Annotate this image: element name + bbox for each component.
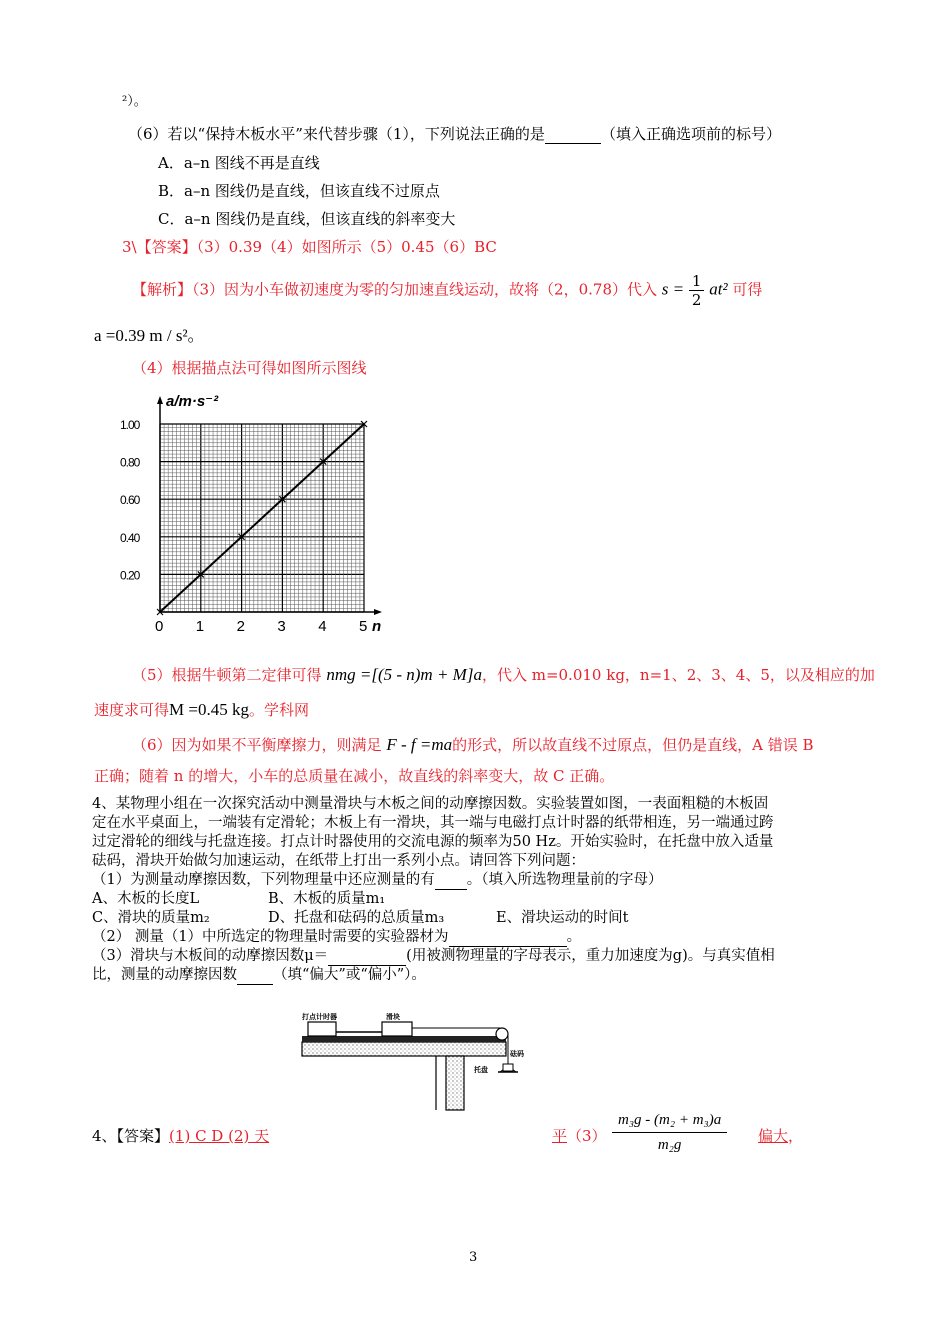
q4-part-3: （3）滑块与木板间的动摩擦因数μ＝ (用被测物理量的字母表示，重力加速度为g)。与真实值相: [92, 948, 775, 964]
fragment-text: ²）。: [122, 94, 147, 109]
option-a: A．a–n 图线不再是直线: [158, 154, 320, 172]
explanation-6: （6）因为如果不平衡摩擦力，则满足 F - f =ma的形式，所以故直线不过原点，但仍是直线，A 错误 B: [132, 735, 814, 754]
answer-4: 4、【答案】(1) C D (2) 天: [92, 1127, 270, 1145]
q4-part-1: （1）为测量动摩擦因数，下列物理量中还应测量的有 。（填入所选物理量前的字母）: [92, 872, 663, 888]
x-tick-label: 4: [318, 618, 327, 635]
explanation-4: （4）根据描点法可得如图所示图线: [132, 359, 367, 377]
x-tick-label: 2: [236, 618, 245, 635]
q4-opt-d: D、托盘和砝码的总质量m₃: [268, 910, 445, 926]
explanation-3: 【解析】（3）因为小车做初速度为零的匀加速直线运动，故将（2，0.78）代入 s = $\frac{1}{2}$ at² 可得: [132, 272, 763, 309]
answer-4-tail: 偏大，: [758, 1127, 804, 1145]
apparatus-diagram: [296, 1012, 558, 1112]
block-label: 滑块: [386, 1014, 400, 1021]
timer-label: 打点计时器: [302, 1014, 337, 1021]
answer-4-part3: 平（3）: [552, 1127, 607, 1145]
tray-label: 托盘: [474, 1067, 488, 1074]
q4-opt-c: C、滑块的质量m₂: [92, 910, 210, 926]
result-a: a =0.39 m / s²。: [94, 326, 205, 345]
y-tick-label: 0.80: [120, 455, 140, 470]
explanation-5: （5）根据牛顿第二定律可得 nmg =[(5 - n)m + M]a，代入 m=0.010 kg，n=1、2、3、4、5，以及相应的加: [132, 665, 875, 684]
explanation-6-cont: 正确；随着 n 的增大，小车的总质量在减小，故直线的斜率变大，故 C 正确。: [94, 767, 615, 785]
page-number: 3: [469, 1250, 478, 1265]
x-axis-label: n: [372, 618, 382, 635]
option-c: C．a–n 图线仍是直线，但该直线的斜率变大: [158, 210, 456, 228]
option-b: B．a–n 图线仍是直线，但该直线不过原点: [158, 182, 440, 200]
x-tick-label: 3: [277, 618, 286, 635]
explanation-5-cont: 速度求可得M =0.45 kg。学科网: [94, 700, 309, 719]
q4-line-1: 4、某物理小组在一次探究活动中测量滑块与木板之间的动摩擦因数。实验装置如图，一表面粗糙的木板固: [92, 796, 769, 812]
a-n-chart: [118, 386, 388, 636]
y-axis-arrow: [157, 396, 163, 404]
y-tick-label: 1.00: [120, 418, 140, 432]
x-tick-label: 1: [195, 618, 205, 635]
y-tick-label: 0.20: [120, 568, 140, 583]
q4-line-4: 砝码，滑块开始做匀加速运动，在纸带上打出一系列小点。请回答下列问题：: [92, 853, 585, 869]
q4-line-2: 定在水平桌面上，一端装有定滑轮；木板上有一滑块，其一端与电磁打点计时器的纸带相连，另一端通过跨: [92, 815, 774, 831]
q4-part-2: （2） 测量（1）中所选定的物理量时需要的实验器材为 。: [92, 929, 582, 945]
q4-opt-e: E、滑块运动的时间t: [496, 910, 629, 926]
y-axis-label: a/m·s⁻²: [166, 393, 219, 410]
answer-4-fraction: $\frac{\text{m₃g - (m₂ + m₃)a}}{\text{m₂g}}$: [612, 1108, 727, 1157]
x-tick-label: 5: [359, 618, 368, 635]
question-6: （6）若以“保持木板水平”来代替步骤（1），下列说法正确的是 （填入正确选项前的标号）: [128, 125, 781, 143]
q4-opt-a: A、木板的长度L: [92, 891, 200, 907]
q4-line-3: 过定滑轮的细线与托盘连接。打点计时器使用的交流电源的频率为50 Hz。开始实验时，在托盘中放入适量: [92, 834, 774, 850]
weight-label: 砝码: [510, 1051, 524, 1058]
answer-3: 3\【答案】（3）0.39（4）如图所示（5）0.45（6）BC: [122, 238, 497, 256]
q4-part-3-cont: 比，测量的动摩擦因数 （填“偏大”或“偏小”）。: [92, 967, 426, 983]
x-tick-label: 0: [155, 618, 164, 635]
y-tick-label: 0.60: [120, 493, 140, 508]
q4-opt-b: B、木板的质量m₁: [268, 891, 386, 907]
x-axis-arrow: [374, 609, 382, 615]
y-tick-label: 0.40: [120, 530, 140, 545]
